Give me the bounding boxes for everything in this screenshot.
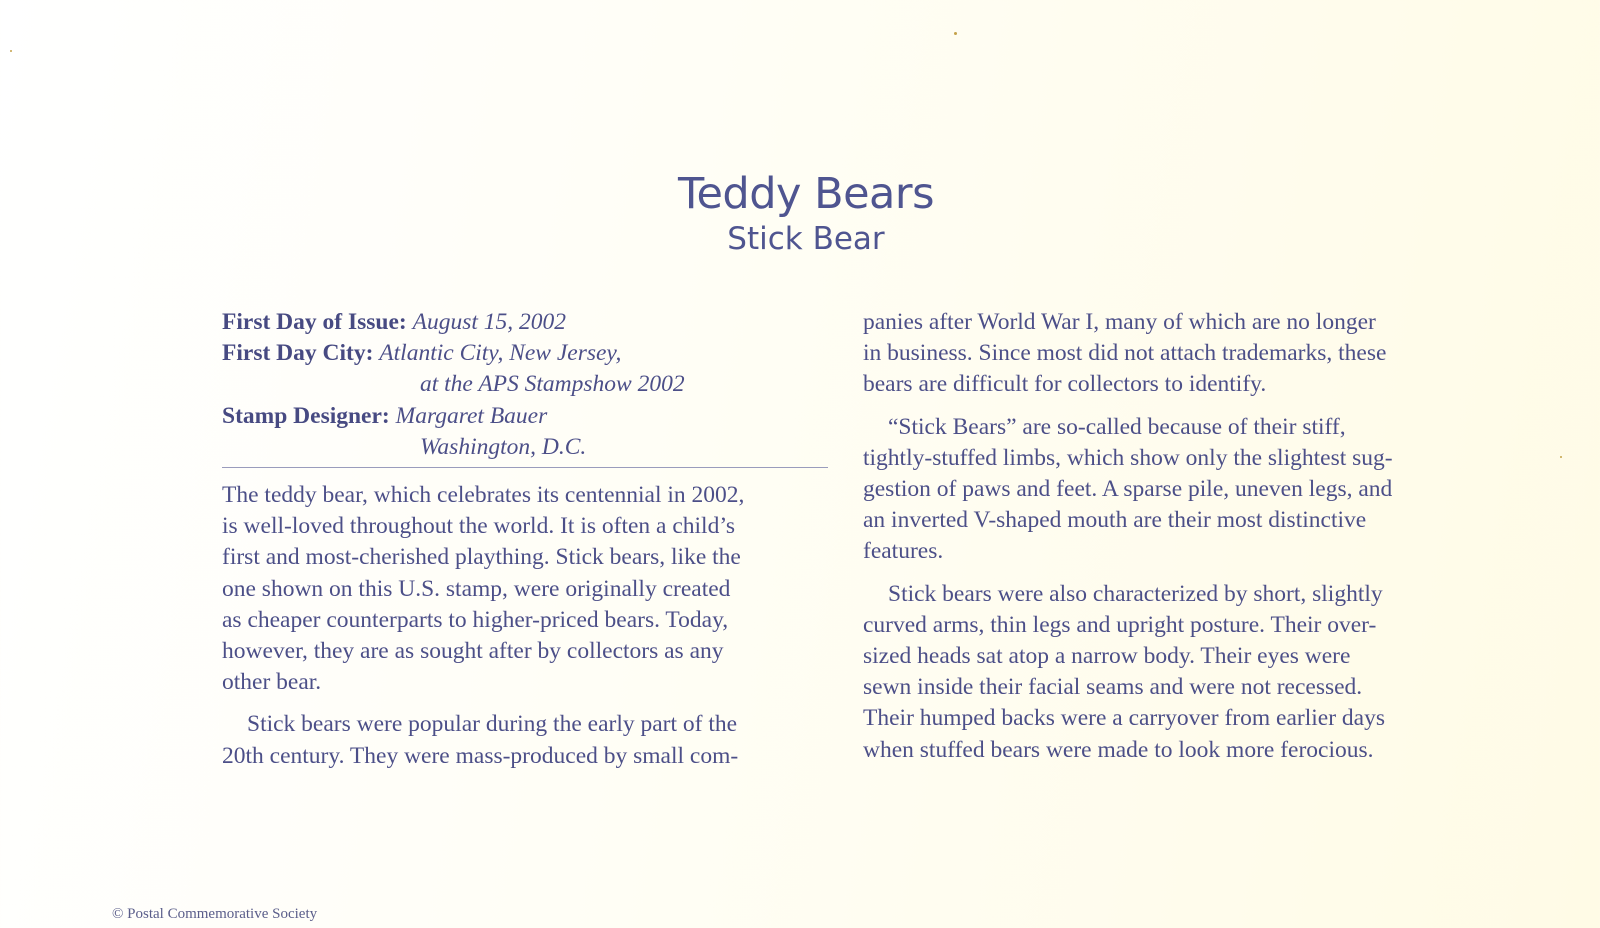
text-line: first and most-cherished plaything. Stick bears, like the [222, 544, 741, 571]
right-paragraph-3 [863, 579, 1483, 766]
right-paragraph-1 [863, 307, 1483, 401]
text-line: other bear. [222, 669, 322, 696]
city-value: Atlantic City, New Jersey, [379, 340, 622, 367]
left-paragraph-1 [222, 480, 828, 698]
right-paragraph-2 [863, 412, 1483, 568]
text-line: when stuffed bears were made to look more ferocious. [863, 736, 1374, 763]
paper-speck [1560, 456, 1562, 458]
divider-rule [222, 467, 828, 468]
text-line: Stick bears were also characterized by short, slightly [888, 580, 1383, 607]
text-line: 20th century. They were mass-produced by small com- [222, 742, 739, 769]
page-title: Teddy Bears [677, 169, 934, 219]
right-column [863, 307, 1483, 766]
page-subtitle: Stick Bear [727, 221, 885, 257]
text-line: curved arms, thin legs and upright posture. Their over- [863, 611, 1377, 638]
text-line: Stick bears were popular during the early part of the [247, 711, 738, 738]
text-line: sewn inside their facial seams and were not recessed. [863, 674, 1363, 701]
text-line: one shown on this U.S. stamp, were originally created [222, 575, 731, 602]
text-line: features. [863, 538, 944, 565]
text-line: tightly-stuffed limbs, which show only the slightest sug- [863, 444, 1393, 471]
first-day-of-issue [222, 307, 828, 338]
city-label: First Day City: [222, 340, 374, 367]
text-line: bears are difficult for collectors to identify. [863, 371, 1267, 398]
text-line: sized heads sat atop a narrow body. Their eyes were [863, 643, 1351, 670]
paper-speck [954, 32, 957, 35]
designer-value: Margaret Bauer [395, 402, 548, 429]
header [0, 168, 1600, 258]
text-line: in business. Since most did not attach trademarks, these [863, 340, 1387, 367]
paper-speck [10, 50, 12, 52]
left-column [222, 307, 828, 772]
text-line: as cheaper counterparts to higher-priced bears. Today, [222, 606, 729, 633]
text-line: The teddy bear, which celebrates its centennial in 2002, [222, 482, 745, 509]
left-paragraph-2 [222, 709, 828, 771]
designer-label: Stamp Designer: [222, 402, 390, 429]
text-line: gestion of paws and feet. A sparse pile, uneven legs, and [863, 476, 1393, 503]
city-value-continued: at the APS Stampshow 2002 [420, 371, 685, 398]
first-day-value: August 15, 2002 [412, 309, 566, 335]
text-line: is well-loved throughout the world. It is often a child’s [222, 513, 735, 540]
stamp-designer [222, 401, 828, 432]
text-line: “Stick Bears” are so-called because of their stiff, [888, 413, 1346, 440]
first-day-label: First Day of Issue: [222, 309, 407, 335]
designer-value-continued: Washington, D.C. [420, 433, 587, 460]
text-line: however, they are as sought after by collectors as any [222, 638, 724, 665]
text-line: an inverted V-shaped mouth are their most distinctive [863, 507, 1367, 534]
first-day-city [222, 338, 828, 369]
text-line: panies after World War I, many of which are no longer [863, 309, 1376, 335]
text-line: Their humped backs were a carryover from earlier days [863, 705, 1385, 732]
copyright-footer: © Postal Commemorative Society [112, 906, 318, 922]
